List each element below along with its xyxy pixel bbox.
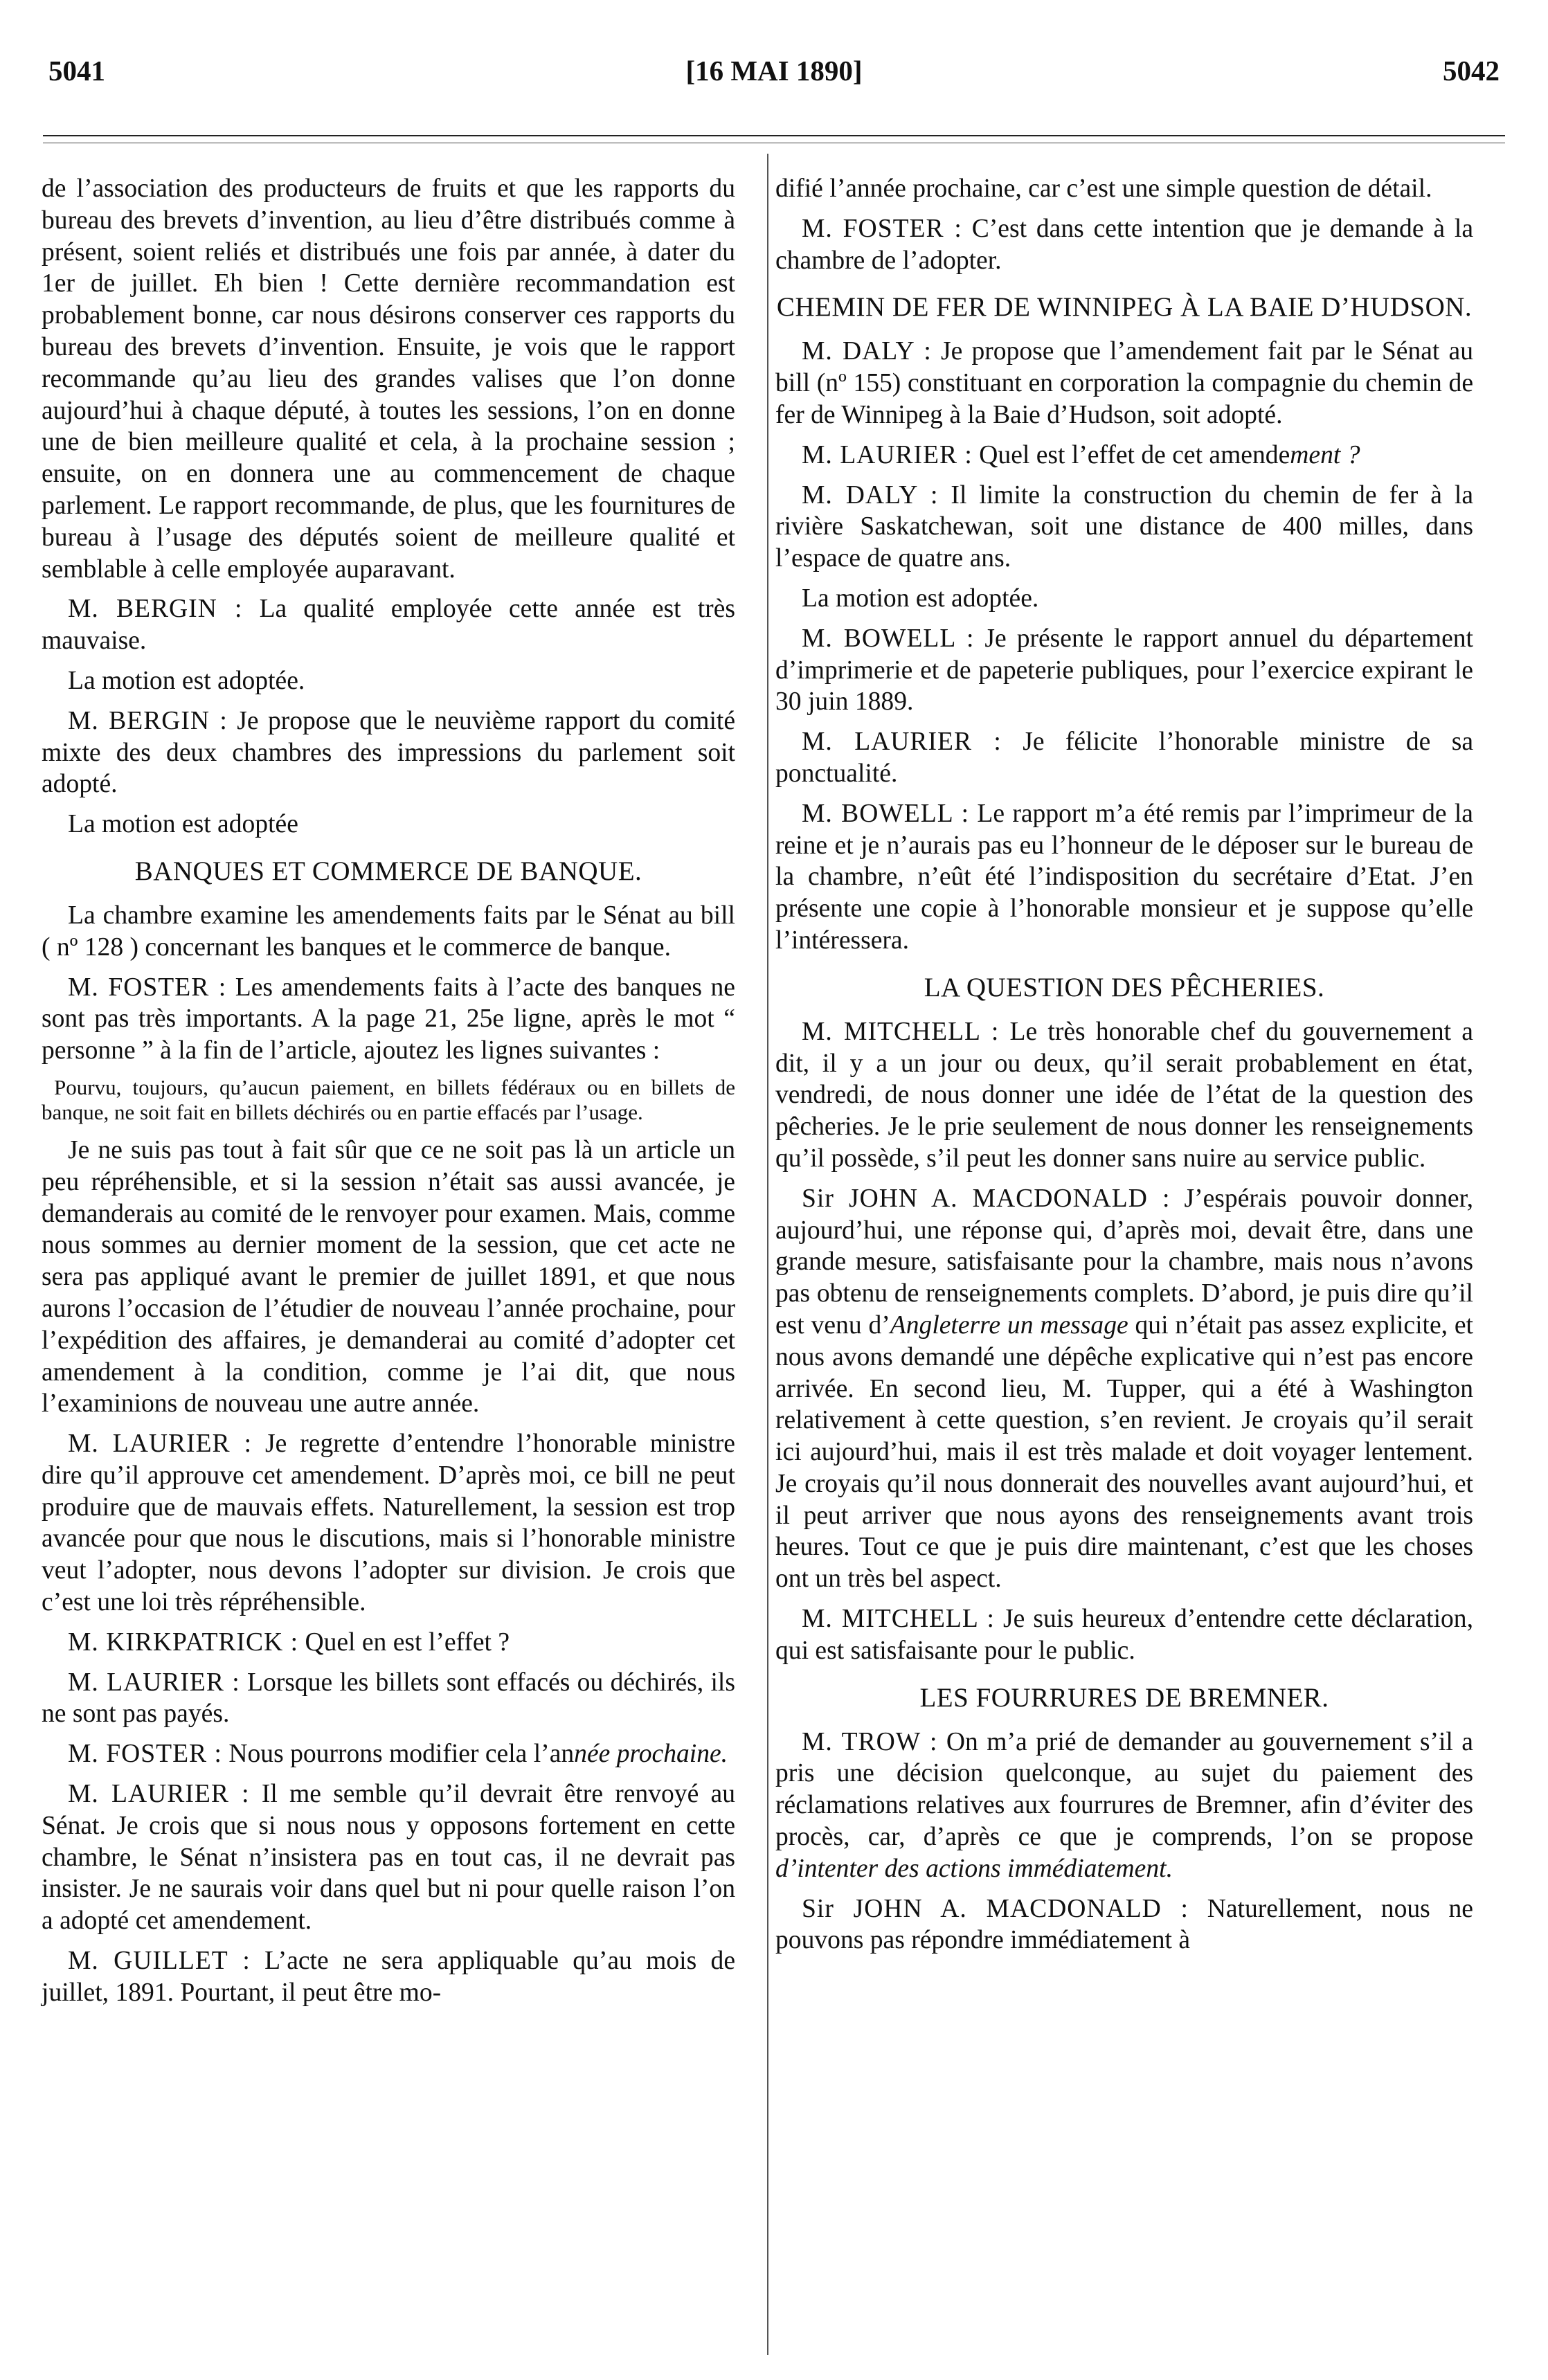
paragraph: de l’association des producteurs de fruits et que les rapports du bureau des brevets d’invention, au lieu d’être distribués comme à présent, soient reliés et distribués une fois par année, à dater du 1er de juillet. Eh bien ! Cette dernière recommandation est probablement bonne, car nous désirons conserver ces rapports du bureau des brevets d’invention. Ensuite, je vois que le rapport recommande qu’au lieu des grandes valises que l’on donne aujourd’hui à chaque député, à toutes les sessions, l’on en donne une de bien meilleure qualité et cela, à la prochaine session ; ensuite, on en donnera une au commencement de chaque parlement. Le rapport recommande, de plus, que les fournitures de bureau à l’usage des députés soient de meilleure qualité et semblable à celle employée auparavant. xyxy=(42,174,735,584)
speaker-name: M. FOSTER : xyxy=(68,1740,222,1769)
speech-paragraph xyxy=(42,972,735,1067)
speech-text: Je félicite l’honorable ministre de sa ponctualité. xyxy=(775,728,1473,788)
speech-text: Lorsque les billets sont effacés ou déchirés, ils ne sont pas payés. xyxy=(42,1668,735,1729)
speech-paragraph xyxy=(42,1738,735,1770)
speech-paragraph xyxy=(775,623,1473,718)
speech-paragraph xyxy=(775,1016,1473,1175)
speech-text-italic: Angleterre un message xyxy=(890,1310,1128,1340)
speech-paragraph xyxy=(775,1183,1473,1595)
speech-text: Il limite la construction du chemin de fer à la rivière Saskatchewan, soit une distance de 400 milles, dans l’espace de quatre ans. xyxy=(775,480,1473,573)
speaker-name: M. FOSTER : xyxy=(68,973,227,1002)
speech-text: C’est dans cette intention que je demande à la chambre de l’adopter. xyxy=(775,214,1474,275)
paragraph: Je ne suis pas tout à fait sûr que ce ne soit pas là un article un peu répréhensible, et si la session n’était sas aussi avancée, je demanderais au comité de le renvoyer pour examen. Mais, comme nous sommes au dernier moment de la session, que cet acte ne sera pas appliqué avant le premier de juillet 1891, et que nous aurons l’occasion de l’étudier de nouveau l’année prochaine, pour l’expédition des affaires, je demanderai au comité d’adopter cet amendement à la condition, comme je l’ai dit, que nous l’examinions de nouveau une autre année. xyxy=(42,1135,735,1418)
quoted-amendment: Pourvu, toujours, qu’aucun paiement, en billets fédéraux ou en billets de banque, ne soit fait en billets déchirés ou en partie effacés par l’usage. xyxy=(42,1074,735,1124)
speech-paragraph xyxy=(775,336,1473,431)
speech-text: Il me semble qu’il devrait être renvoyé au Sénat. Je crois que si nous nous y opposons fortement en cette chambre, le Sénat n’insistera pas en tout cas, il ne devrait pas insister. Je ne saurais voir dans quel but ni pour quelle raison l’on a adopté cet amendement. xyxy=(42,1780,735,1936)
speaker-name: M. LAURIER : xyxy=(68,1430,253,1459)
speech-text: Nous pourrons modifier cela l’an xyxy=(222,1740,575,1769)
speech-text-italic: ment ? xyxy=(1290,440,1360,469)
speech-text: Je suis heureux d’entendre cette déclaration, qui est satisfaisante pour le public. xyxy=(775,1605,1473,1665)
speaker-name: Sir JOHN A. MACDONALD : xyxy=(802,1894,1189,1923)
speaker-name: M. BERGIN : xyxy=(68,595,243,624)
speech-text: Quel est l’effet de cet amende xyxy=(972,440,1290,469)
speech-text: L’acte ne sera appliquable qu’au mois de juillet, 1891. Pourtant, il peut être mo- xyxy=(42,1947,736,2007)
speech-text: Naturellement, nous ne pouvons pas répondre immédiatement à xyxy=(775,1894,1473,1955)
speech-text: J’espérais pouvoir donner, aujourd’hui, une réponse qui, d’après moi, devait être, dans une grande mesure, satisfaisante pour la chambre, mais nous n’avons pas obtenu de renseignements complets. D’abord, je puis dire qu’il est venu d’ xyxy=(775,1184,1473,1340)
speaker-name: M. BOWELL : xyxy=(802,624,975,653)
right-column xyxy=(775,173,1473,1965)
motion-result: La motion est adoptée. xyxy=(802,584,1039,613)
speaker-name: M. DALY : xyxy=(802,337,932,366)
page-number-right: 5042 xyxy=(1443,55,1500,87)
speaker-name: M. BERGIN : xyxy=(68,706,228,735)
speech-paragraph xyxy=(42,1945,735,2009)
motion-result: La motion est adoptée xyxy=(68,810,298,839)
speech-text: Le très honorable chef du gouvernement a dit, il y a un jour ou deux, qu’il serait probablement en état, vendredi, de nous donner une idée de l’état de la question des pêcheries. Je le prie seulement de nous donner les renseignements qu’il possède, s’il peut les donner sans nuire au service public. xyxy=(775,1017,1473,1173)
header-rule xyxy=(43,135,1505,136)
speech-text: La qualité employée cette année est très mauvaise. xyxy=(42,595,735,656)
speech-text: Le rapport m’a été remis par l’imprimeur de la reine et je n’aurais pas eu l’honneur de le déposer sur le bureau de la chambre, n’eût été l’indisposition du secrétaire d’Etat. J’en présente une copie à l’honorable monsieur et je suppose qu’elle l’intéressera. xyxy=(775,799,1473,955)
speech-text: qui n’était pas assez explicite, et nous avons demandé une dépêche explicative qui n’est pas encore arrivée. En second lieu, M. Tupper, qui a été à Washington relativement à cette question, s’en revient. Je croyais qu’il serait ici aujourd’hui, mais il est très malade et doit voyager lentement. Je croyais qu’il nous donnerait des nouvelles avant aujourd’hui, et il peut arriver que nous ayons des renseignements avant trois heures. Tout ce que je puis dire maintenant, c’est que les choses ont un très bel aspect. xyxy=(775,1310,1473,1594)
speaker-name: M. LAURIER : xyxy=(802,440,973,469)
column-divider xyxy=(767,154,768,2355)
speaker-name: M. MITCHELL : xyxy=(802,1017,1000,1046)
left-column xyxy=(42,173,735,2017)
speech-paragraph xyxy=(775,1727,1473,1885)
section-heading-banques: BANQUES ET COMMERCE DE BANQUE. xyxy=(134,856,642,886)
speaker-name: M. LAURIER : xyxy=(68,1668,240,1697)
speech-text: Je regrette d’entendre l’honorable ministre dire qu’il approuve cet amendement. D’après moi, ce bill ne peut produire que de mauvais effets. Naturellement, la session est trop avancée pour que nous le discutions, mais si l’honorable ministre veut l’adopter, nous devons l’adopter sur division. Je crois que c’est une loi très répréhensible. xyxy=(42,1430,735,1617)
section-heading-winnipeg: CHEMIN DE FER DE WINNIPEG À LA BAIE D’HUDSON. xyxy=(776,292,1473,323)
page-number-left: 5041 xyxy=(48,55,105,87)
speech-text-italic: née prochaine. xyxy=(574,1740,728,1769)
speech-text: Les amendements faits à l’acte des banques ne sont pas très importants. A la page 21, 25e ligne, après le mot “ personne ” à la fin de l’article, ajoutez les lignes suivantes : xyxy=(42,973,735,1065)
speech-paragraph xyxy=(775,1893,1473,1957)
section-heading-pecheries: LA QUESTION DES PÊCHERIES. xyxy=(924,972,1325,1002)
speech-paragraph xyxy=(42,1627,735,1659)
speaker-name: M. LAURIER : xyxy=(68,1780,250,1809)
speech-paragraph xyxy=(775,480,1473,575)
speech-paragraph xyxy=(775,798,1473,957)
speech-paragraph xyxy=(775,1603,1473,1667)
speaker-name: M. GUILLET : xyxy=(68,1947,251,1976)
section-heading-fourrures: LES FOURRURES DE BREMNER. xyxy=(919,1682,1329,1713)
speech-paragraph xyxy=(775,726,1473,790)
speaker-name: M. DALY : xyxy=(802,480,939,510)
speaker-name: M. TROW : xyxy=(802,1727,938,1756)
speaker-name: M. FOSTER : xyxy=(802,214,962,243)
speech-text: Je propose que le neuvième rapport du comité mixte des deux chambres des impressions du parlement soit adopté. xyxy=(42,706,735,799)
paragraph: La chambre examine les amendements faits par le Sénat au bill ( nº 128 ) concernant les banques et le commerce de banque. xyxy=(42,901,735,962)
speaker-name: M. LAURIER : xyxy=(802,728,1002,757)
speech-paragraph xyxy=(42,705,735,800)
speaker-name: M. KIRKPATRICK : xyxy=(68,1628,299,1657)
paragraph: difié l’année prochaine, car c’est une simple question de détail. xyxy=(775,174,1432,203)
speech-paragraph xyxy=(775,213,1473,277)
speech-text: Je propose que l’amendement fait par le Sénat au bill (nº 155) constituant en corporation la compagnie du chemin de fer de Winnipeg à la Baie d’Hudson, soit adopté. xyxy=(775,337,1473,429)
speech-text-italic: d’intenter des actions immédiatement. xyxy=(775,1854,1173,1883)
speech-paragraph xyxy=(775,440,1473,471)
speech-paragraph xyxy=(42,1667,735,1731)
speaker-name: Sir JOHN A. MACDONALD : xyxy=(802,1184,1171,1213)
motion-result: La motion est adoptée. xyxy=(68,666,305,695)
speech-paragraph xyxy=(42,1778,735,1937)
speaker-name: M. MITCHELL : xyxy=(802,1605,995,1634)
speaker-name: M. BOWELL : xyxy=(802,799,970,828)
speech-paragraph xyxy=(42,1428,735,1619)
speech-text: Quel en est l’effet ? xyxy=(298,1628,510,1657)
page-header xyxy=(0,54,1548,102)
speech-text: Je présente le rapport annuel du département d’imprimerie et de papeterie publiques, pour l’exercice expirant le 30 juin 1889. xyxy=(775,624,1473,716)
speech-paragraph xyxy=(42,593,735,657)
header-date: [16 MAI 1890] xyxy=(685,55,863,87)
speech-text: On m’a prié de demander au gouvernement s’il a pris une décision quelconque, au sujet du paiement des réclamations relatives aux fourrures de Bremner, afin d’éviter des procès, car, d’après ce que je comprends, l’on se propose xyxy=(775,1727,1473,1852)
